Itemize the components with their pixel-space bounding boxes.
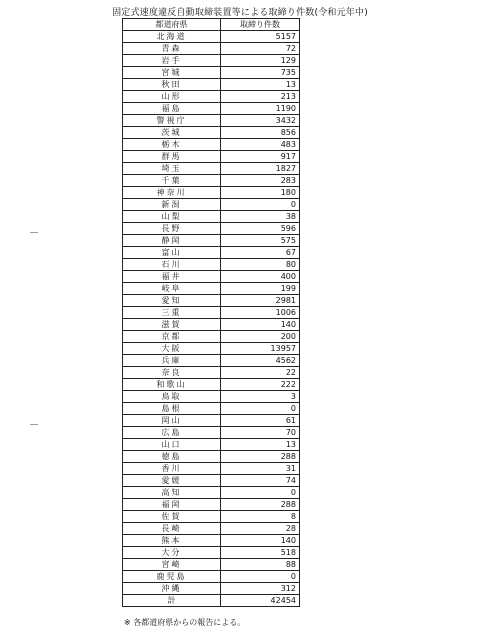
prefecture-cell: 熊本 [123,535,221,547]
table-row [123,499,300,511]
prefecture-cell: 岩手 [123,55,221,67]
prefecture-cell: 千葉 [123,175,221,187]
table-row [123,31,300,43]
prefecture-cell: 岐阜 [123,283,221,295]
table-row [123,307,300,319]
count-cell: 222 [221,379,300,391]
count-cell: 88 [221,559,300,571]
count-cell: 4562 [221,355,300,367]
count-cell: 28 [221,523,300,535]
total-row [123,595,300,607]
count-cell: 483 [221,139,300,151]
prefecture-cell: 埼玉 [123,163,221,175]
count-cell: 518 [221,547,300,559]
table-row [123,55,300,67]
table-row [123,379,300,391]
prefecture-cell: 栃木 [123,139,221,151]
page-title: 固定式速度違反自動取締装置等による取締り件数(令和元年中) [112,8,368,18]
count-cell: 3 [221,391,300,403]
table-row [123,175,300,187]
prefecture-cell: 富山 [123,247,221,259]
count-cell: 856 [221,127,300,139]
count-cell: 13957 [221,343,300,355]
table-row [123,283,300,295]
prefecture-cell: 静岡 [123,235,221,247]
prefecture-cell: 広島 [123,427,221,439]
prefecture-cell: 秋田 [123,79,221,91]
count-cell: 283 [221,175,300,187]
count-cell: 213 [221,91,300,103]
table-header-row [123,19,300,31]
prefecture-cell: 福島 [123,103,221,115]
count-cell: 288 [221,499,300,511]
total-label: 計 [123,595,221,607]
column-header-prefecture: 都道府県 [123,19,221,31]
count-cell: 735 [221,67,300,79]
table-row [123,91,300,103]
column-header-count: 取締り件数 [221,19,300,31]
prefecture-cell: 鹿児島 [123,571,221,583]
count-cell: 1827 [221,163,300,175]
prefecture-cell: 三重 [123,307,221,319]
prefecture-cell: 高知 [123,487,221,499]
count-cell: 199 [221,283,300,295]
table-row [123,415,300,427]
prefecture-cell: 沖縄 [123,583,221,595]
prefecture-cell: 青森 [123,43,221,55]
prefecture-cell: 宮城 [123,67,221,79]
prefecture-cell: 警視庁 [123,115,221,127]
prefecture-cell: 福井 [123,271,221,283]
table-row [123,223,300,235]
table-row [123,463,300,475]
prefecture-cell: 愛知 [123,295,221,307]
table-row [123,403,300,415]
table-row [123,319,300,331]
prefecture-cell: 石川 [123,259,221,271]
prefecture-cell: 岡山 [123,415,221,427]
table-row [123,139,300,151]
count-cell: 288 [221,451,300,463]
prefecture-cell: 愛媛 [123,475,221,487]
count-cell: 575 [221,235,300,247]
count-cell: 0 [221,403,300,415]
total-count: 42454 [221,595,300,607]
table-row [123,211,300,223]
table-row [123,151,300,163]
table-row [123,259,300,271]
prefecture-cell: 長崎 [123,523,221,535]
scan-mark [30,232,38,233]
table-row [123,571,300,583]
count-cell: 31 [221,463,300,475]
count-cell: 0 [221,199,300,211]
count-cell: 140 [221,319,300,331]
count-cell: 61 [221,415,300,427]
prefecture-cell: 佐賀 [123,511,221,523]
count-cell: 917 [221,151,300,163]
scan-mark [30,424,38,425]
count-cell: 180 [221,187,300,199]
table-row [123,247,300,259]
table-row [123,559,300,571]
prefecture-cell: 山形 [123,91,221,103]
count-cell: 129 [221,55,300,67]
table-row [123,235,300,247]
table-row [123,271,300,283]
count-cell: 3432 [221,115,300,127]
table-row [123,43,300,55]
count-cell: 13 [221,79,300,91]
prefecture-cell: 大阪 [123,343,221,355]
table-row [123,295,300,307]
count-cell: 2981 [221,295,300,307]
table-row [123,67,300,79]
enforcement-count-table [122,18,300,607]
table-row [123,103,300,115]
prefecture-cell: 兵庫 [123,355,221,367]
count-cell: 1190 [221,103,300,115]
count-cell: 140 [221,535,300,547]
prefecture-cell: 徳島 [123,451,221,463]
count-cell: 596 [221,223,300,235]
table-row [123,583,300,595]
table-row [123,343,300,355]
count-cell: 8 [221,511,300,523]
table-row [123,199,300,211]
table-row [123,487,300,499]
prefecture-cell: 新潟 [123,199,221,211]
table-row [123,427,300,439]
table-row [123,367,300,379]
count-cell: 5157 [221,31,300,43]
prefecture-cell: 山梨 [123,211,221,223]
prefecture-cell: 宮崎 [123,559,221,571]
count-cell: 1006 [221,307,300,319]
table-row [123,391,300,403]
table-row [123,163,300,175]
count-cell: 312 [221,583,300,595]
prefecture-cell: 和歌山 [123,379,221,391]
prefecture-cell: 滋賀 [123,319,221,331]
table-row [123,451,300,463]
footnote: ※ 各都道府県からの報告による。 [124,618,246,627]
table-row [123,187,300,199]
count-cell: 70 [221,427,300,439]
table-row [123,535,300,547]
count-cell: 200 [221,331,300,343]
table-row [123,79,300,91]
prefecture-cell: 大分 [123,547,221,559]
prefecture-cell: 奈良 [123,367,221,379]
count-cell: 72 [221,43,300,55]
table-row [123,523,300,535]
table-body [123,31,300,595]
table-row [123,355,300,367]
count-cell: 67 [221,247,300,259]
table-row [123,547,300,559]
count-cell: 0 [221,571,300,583]
count-cell: 22 [221,367,300,379]
count-cell: 13 [221,439,300,451]
count-cell: 38 [221,211,300,223]
count-cell: 80 [221,259,300,271]
prefecture-cell: 福岡 [123,499,221,511]
prefecture-cell: 茨城 [123,127,221,139]
count-cell: 74 [221,475,300,487]
table-row [123,511,300,523]
prefecture-cell: 長野 [123,223,221,235]
table-row [123,475,300,487]
prefecture-cell: 北海道 [123,31,221,43]
prefecture-cell: 京都 [123,331,221,343]
prefecture-cell: 神奈川 [123,187,221,199]
count-cell: 400 [221,271,300,283]
table-row [123,115,300,127]
prefecture-cell: 山口 [123,439,221,451]
table-row [123,127,300,139]
count-cell: 0 [221,487,300,499]
table-row [123,439,300,451]
prefecture-cell: 鳥取 [123,391,221,403]
prefecture-cell: 島根 [123,403,221,415]
prefecture-cell: 群馬 [123,151,221,163]
table-row [123,331,300,343]
prefecture-cell: 香川 [123,463,221,475]
